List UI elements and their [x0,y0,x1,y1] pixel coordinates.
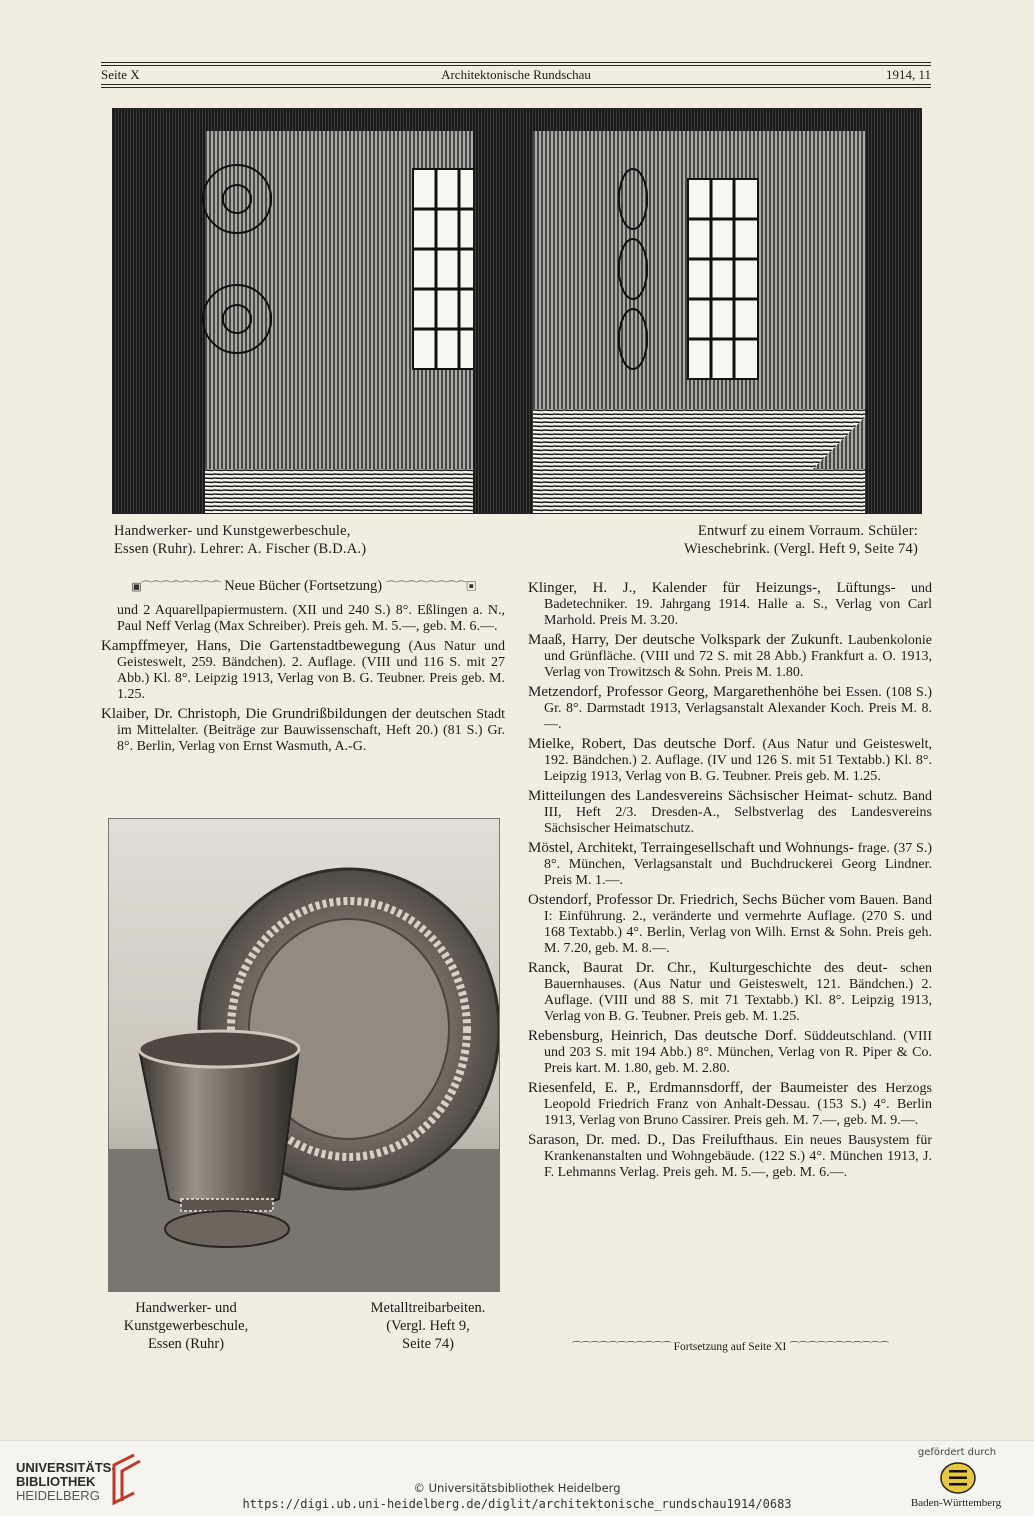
ornament-left: ⌒⌒⌒⌒⌒⌒⌒⌒⌒⌒⌒ [571,1342,671,1353]
header-rule [101,84,931,85]
funder-name[interactable]: Baden-Württemberg [910,1497,1002,1509]
bibliography-entry: Ostendorf, Professor Dr. Friedrich, Sechs Bücher vom Bauen. Band I: Einführung. 2., veränderte und vermehrte Auflage. (270 S. und 168 Textabb.) 4°. Berlin, Verlag von Wilh. Ernst & Sohn. Preis geh. M. 7.20, geb. M. 8.—. [528,892,932,956]
funding-label: gefördert durch [917,1447,997,1458]
journal-title: Architektonische Rundschau [441,67,591,82]
photo-caption-right: Metalltreibarbeiten. (Vergl. Heft 9, Seite 74) [370,1300,486,1352]
header-rule [101,62,931,63]
copyright-notice: © Universitätsbibliothek Heidelberg [413,1481,621,1495]
ornament-left: ▣⌒⌒⌒⌒⌒⌒⌒⌒ [131,581,221,593]
permalink[interactable]: https://digi.ub.uni-heidelberg.de/diglit/architektonische_rundschau1914/0683 [242,1497,792,1511]
illustration-caption-right: Entwurf zu einem Vorraum. Schüler: Wieschebrink. (Vergl. Heft 9, Seite 74) [683,523,918,557]
bibliography-entry: Ranck, Baurat Dr. Chr., Kulturgeschichte des deut- schen Bauernhauses. (Aus Natur und Geisteswelt, 121. Bändchen.) 2. Auflage. (VIII und 88 S. mit 71 Textabb.) Kl. 8°. Leipzig 1913, Verlag von B. G. Teubner. Preis geb. M. 1.25. [528,960,932,1024]
header-rule [101,87,931,88]
bibliography-entry: Sarason, Dr. med. D., Das Freilufthaus. Ein neues Bausystem für Krankenanstalten und Wohngebäude. (122 S.) 4°. München 1913, J. F. Lehmanns Verlag. Preis geh. M. 5.—, geb. M. 6.—. [528,1132,932,1180]
metalwork-photo [108,818,500,1292]
bibliography-entry: Möstel, Architekt, Terraingesellschaft und Wohnungs- frage. (37 S.) 8°. München, Verlagsanstalt und Buchdruckerei Georg Lindner. Preis M. 1.—. [528,840,933,888]
bibliography-entry: und 2 Aquarellpapiermustern. (XII und 240 S.) 8°. Eßlingen a. N., Paul Neff Verlag (Max Schreiber). Preis geh. M. 5.—, geb. M. 6.—. [117,603,505,634]
bibliography-entry: Riesenfeld, E. P., Erdmannsdorff, der Baumeister des Herzogs Leopold Friedrich Franz von Anhalt-Dessau. (153 S.) 4°. Berlin 1913, Verlag von Bruno Cassirer. Preis geh. M. 7.—, geb. M. 9.—. [528,1080,932,1128]
bibliography-left [101,603,505,758]
section-heading: ▣⌒⌒⌒⌒⌒⌒⌒⌒ Neue Bücher (Fortsetzung) ⌒⌒⌒⌒⌒⌒⌒⌒▣ [131,578,476,594]
bibliography-entry: Kampffmeyer, Hans, Die Gartenstadtbewegung (Aus Natur und Geisteswelt, 259. Bändchen). 2. Auflage. (VIII und 116 S. mit 27 Abb.) Kl. 8°. Leipzig 1913, Verlag von B. G. Teubner. Preis geb. M. 1.25. [101,638,505,702]
bibliography-entry: Mielke, Robert, Das deutsche Dorf. (Aus Natur und Geisteswelt, 192. Bändchen.) 2. Auflage. (IV und 126 S. mit 51 Textabb.) Kl. 8°. Leipzig 1913, Verlag von B. G. Teubner. Preis geb. M. 1.25. [528,736,932,784]
header-rule [101,65,931,66]
bibliography-right [528,580,932,1184]
bibliography-entry: Klinger, H. J., Kalender für Heizungs-, Lüftungs- und Badetechniker. 19. Jahrgang 1914. Halle a. S., Verlag von Carl Marhold. Preis M. 3.20. [528,580,933,628]
illustration-caption-left: Handwerker- und Kunstgewerbeschule, Essen (Ruhr). Lehrer: A. Fischer (B.D.A.) [114,523,367,557]
bibliography-entry: Rebensburg, Heinrich, Das deutsche Dorf. Süddeutschland. (VIII und 203 S. mit 194 Abb.) 8°. München, Verlag von R. Piper & Co. Preis kart. M. 1.80, geb. M. 2.80. [528,1028,932,1076]
issue-number: 1914, 11 [885,67,931,82]
bibliography-entry: Metzendorf, Professor Georg, Margarethenhöhe bei Essen. (108 S.) Gr. 8°. Darmstadt 1913, Verlagsanstalt Alexander Koch. Preis M. 8.—. [528,684,932,732]
library-logo[interactable]: UNIVERSITÄTS- BIBLIOTHEK HEIDELBERG [16,1460,116,1503]
bibliography-entry: Mitteilungen des Landesvereins Sächsischer Heimat- schutz. Band III, Heft 2/3. Dresden-A., Selbstverlag des Landesvereins Sächsischer Heimatschutz. [528,788,932,836]
ornament-right: ⌒⌒⌒⌒⌒⌒⌒⌒⌒⌒⌒ [789,1342,889,1353]
vestibule-illustration [112,108,922,514]
bibliography-entry: Maaß, Harry, Der deutsche Volkspark der Zukunft. Laubenkolonie und Grünfläche. (VIII und 72 S. mit 28 Abb.) Frankfurt a. O. 1913, Verlag von Trowitzsch & Sohn. Preis M. 1.80. [528,632,932,680]
page-label: Seite X [101,67,140,82]
continuation-note: ⌒⌒⌒⌒⌒⌒⌒⌒⌒⌒⌒ Fortsetzung auf Seite XI ⌒⌒⌒⌒⌒⌒⌒⌒⌒⌒⌒ [571,1341,889,1353]
running-header [101,62,931,92]
ornament-right: ⌒⌒⌒⌒⌒⌒⌒⌒▣ [385,581,476,593]
photo-caption-left: Handwerker- und Kunstgewerbeschule, Essen (Ruhr) [123,1300,249,1352]
bibliography-entry: Klaiber, Dr. Christoph, Die Grundrißbildungen der deutschen Stadt im Mittelalter. (Beiträge zur Bauwissenschaft, Heft 20.) (81 S.) Gr. 8°. Berlin, Verlag von Ernst Wasmuth, A.-G. [101,706,505,754]
state-coat-of-arms-icon [940,1461,976,1499]
viewer-footer [0,1440,1034,1516]
